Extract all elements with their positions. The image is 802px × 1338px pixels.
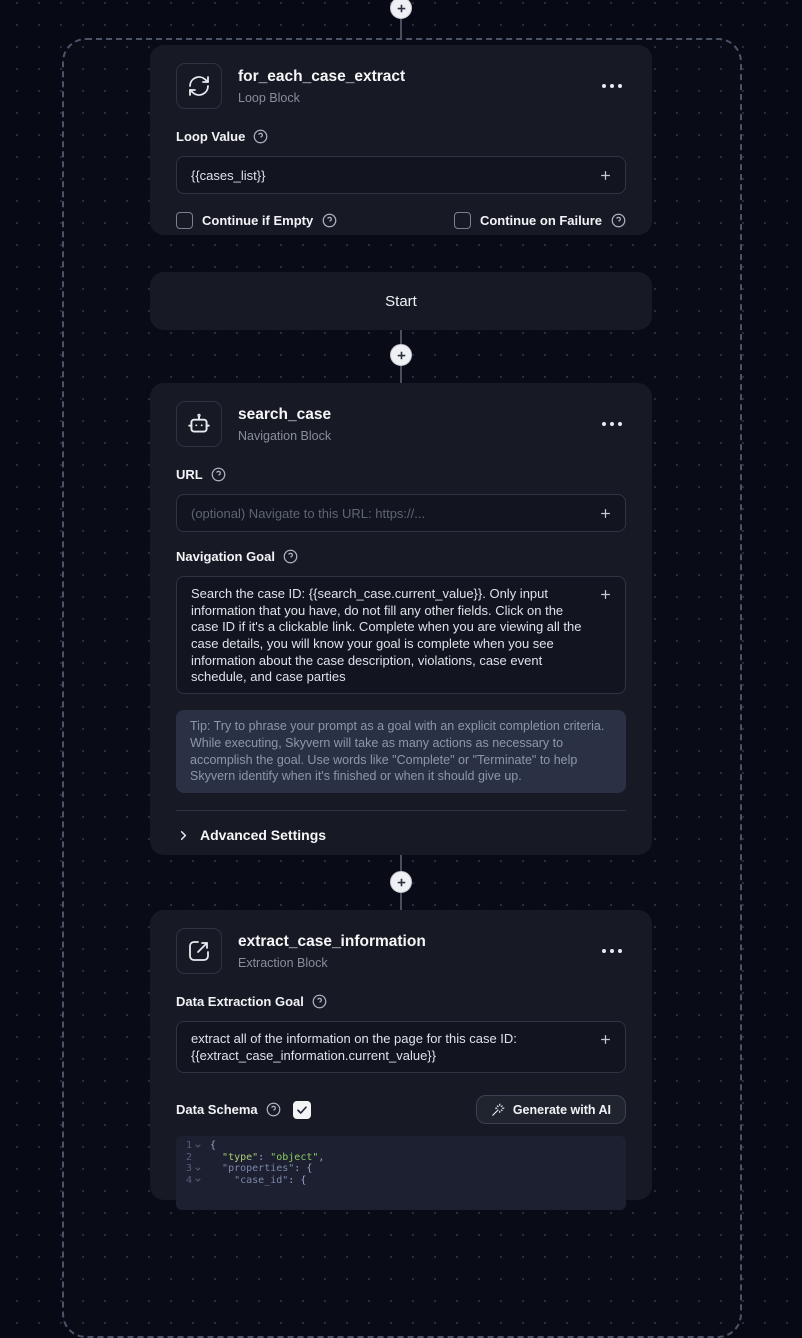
robot-icon (176, 401, 222, 447)
start-label: Start (385, 292, 417, 310)
block-subtitle: Extraction Block (238, 955, 328, 970)
help-icon[interactable] (322, 213, 337, 228)
data-schema-code-editor[interactable] (176, 1136, 626, 1210)
url-label: URL (176, 467, 203, 482)
add-block-button-bottom[interactable] (390, 871, 412, 893)
continue-on-failure-checkbox[interactable] (454, 212, 471, 229)
goal-tip-text: Tip: Try to phrase your prompt as a goal with an explicit completion criteria. While executing, Skyvern will take as many actions as necessary to accomplish the goal. Use words like "Complete" or "Terminate" to help Skyvern identify when it's finished or when it should give up. (176, 710, 626, 793)
block-menu-button[interactable] (598, 945, 626, 957)
generate-with-ai-button[interactable] (476, 1095, 626, 1124)
block-title: search_case (238, 405, 332, 423)
loop-value-text: {{cases_list}} (191, 167, 266, 183)
help-icon[interactable] (253, 129, 268, 144)
extraction-block-header (176, 928, 626, 974)
data-extraction-goal-textarea[interactable] (176, 1021, 626, 1073)
plus-icon (395, 876, 408, 889)
help-icon[interactable] (266, 1102, 281, 1117)
block-title: for_each_case_extract (238, 67, 406, 85)
block-menu-button[interactable] (598, 80, 626, 92)
url-input[interactable] (176, 494, 626, 532)
loop-block-card (150, 45, 652, 235)
code-editor-lines: 1 { 2 "type": "object", 3 "properties": { 4 "case_id": { (185, 1140, 325, 1186)
navigation-block-card (150, 383, 652, 855)
start-node[interactable] (150, 272, 652, 330)
help-icon[interactable] (611, 213, 626, 228)
divider (176, 810, 626, 811)
navigation-block-header (176, 401, 626, 447)
wand-icon (491, 1103, 505, 1117)
add-parameter-icon[interactable] (598, 587, 613, 602)
continue-on-failure-label: Continue on Failure (479, 213, 602, 228)
continue-if-empty-label: Continue if Empty (202, 213, 314, 228)
extraction-block-card (150, 910, 652, 1200)
navigation-goal-label: Navigation Goal (176, 549, 275, 564)
add-parameter-icon[interactable] (598, 168, 613, 183)
plus-icon (395, 2, 408, 15)
plus-icon (395, 349, 408, 362)
navigation-goal-text: Search the case ID: {{search_case.current_value}}. Only input information that you have, do not fill any other fields. Click on the case ID if it's a clickable link. Complete when you are viewing all the case details, you will know your goal is complete when you see information about the case description, violations, case event schedule, and case parties (191, 586, 582, 685)
block-subtitle: Navigation Block (238, 428, 332, 443)
add-block-button-middle[interactable] (390, 344, 412, 366)
chevron-right-icon (176, 828, 191, 843)
block-subtitle: Loop Block (238, 90, 300, 105)
url-placeholder: (optional) Navigate to this URL: https://... (191, 505, 426, 521)
add-parameter-icon[interactable] (598, 1032, 613, 1047)
generate-with-ai-label: Generate with AI (512, 1102, 611, 1117)
advanced-settings-label: Advanced Settings (200, 827, 327, 843)
loop-icon (176, 63, 222, 109)
loop-value-label: Loop Value (176, 129, 246, 144)
loop-block-header (176, 63, 626, 109)
block-menu-button[interactable] (598, 418, 626, 430)
data-extraction-goal-label: Data Extraction Goal (176, 994, 304, 1009)
add-parameter-icon[interactable] (598, 506, 613, 521)
data-extraction-goal-text: extract all of the information on the page for this case ID: {{extract_case_information.current_value}} (191, 1031, 517, 1063)
help-icon[interactable] (211, 467, 226, 482)
continue-if-empty-checkbox[interactable] (176, 212, 193, 229)
extract-icon (176, 928, 222, 974)
add-block-button-top[interactable] (390, 0, 412, 19)
advanced-settings-toggle[interactable] (176, 827, 626, 843)
data-schema-label: Data Schema (176, 1102, 258, 1117)
data-schema-checkbox[interactable] (293, 1101, 311, 1119)
block-title: extract_case_information (238, 932, 426, 950)
navigation-goal-textarea[interactable] (176, 576, 626, 694)
loop-value-input[interactable] (176, 156, 626, 194)
check-icon (296, 1104, 308, 1116)
help-icon[interactable] (312, 994, 327, 1009)
help-icon[interactable] (283, 549, 298, 564)
